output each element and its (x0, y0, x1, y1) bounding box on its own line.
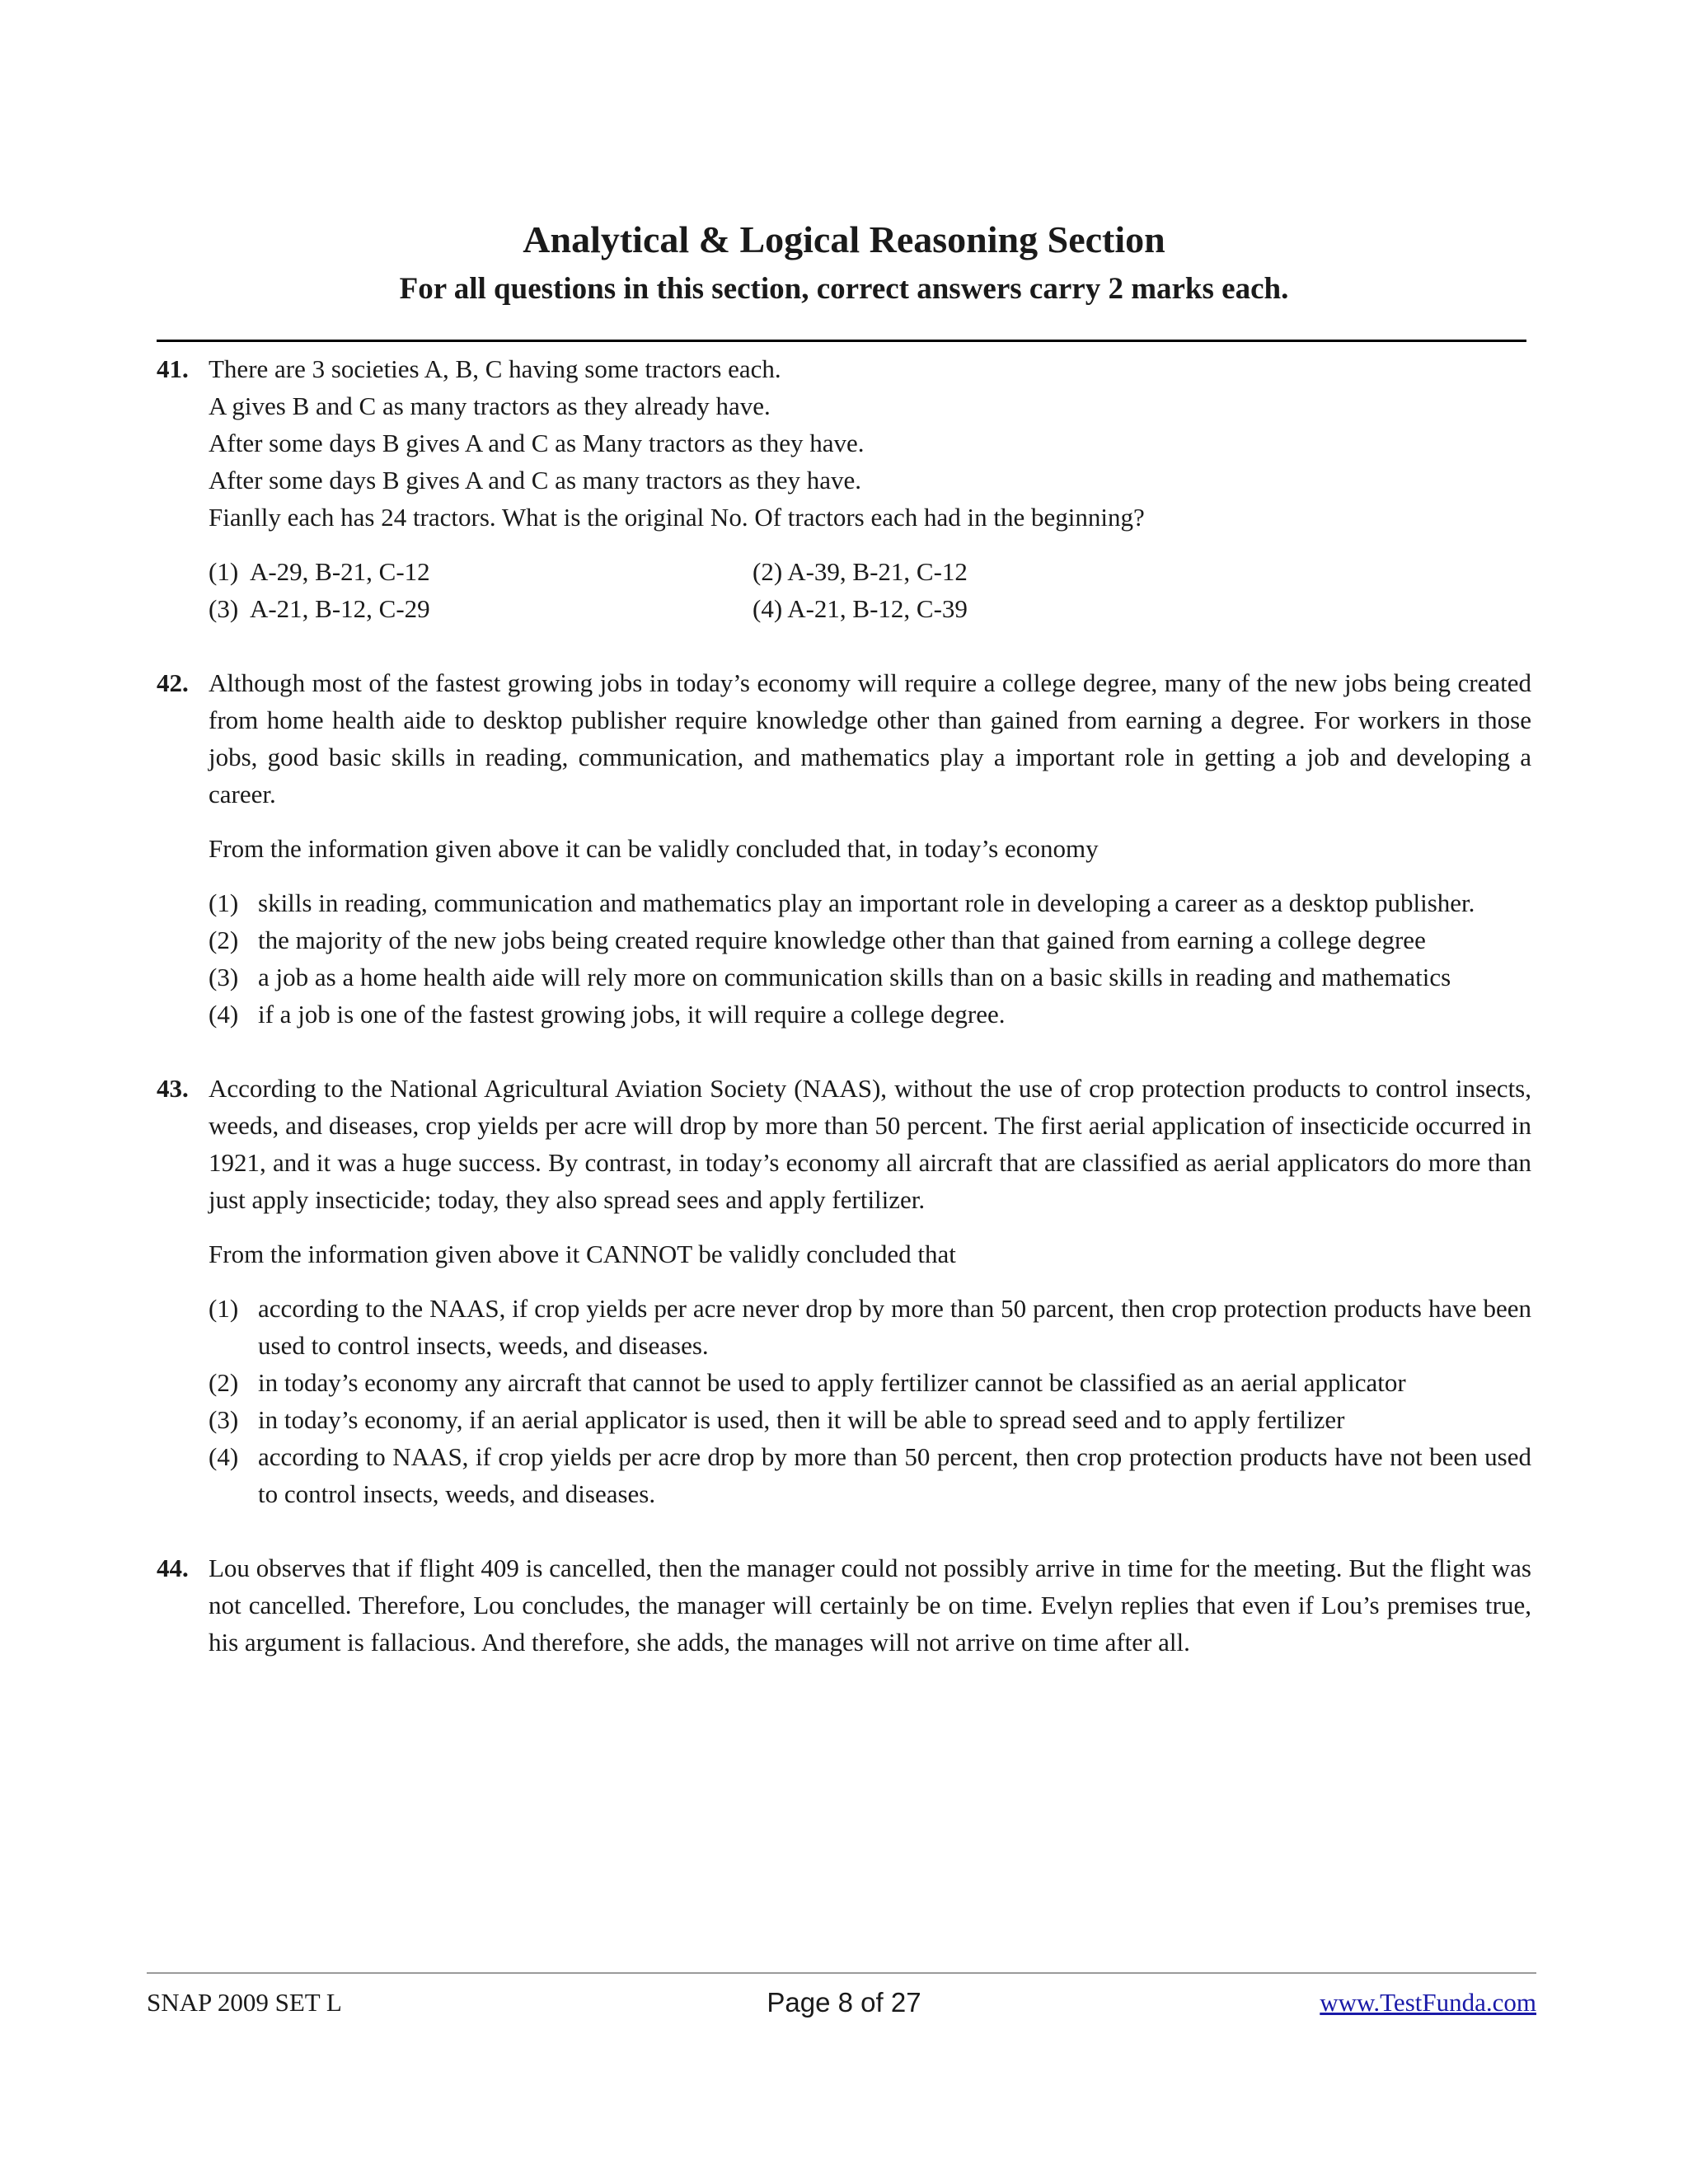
option-number: (2) (753, 557, 783, 586)
footer-exam-label: SNAP 2009 SET L (147, 1988, 342, 2017)
question-passage: According to the National Agricultural Aviation Society (NAAS), without the use of crop protection products to control insects, weeds, and diseases, crop yields per acre will drop by more than 50 percent. The first aerial application of insecticide occurred in 1921, and it was a huge success. By contrast, in today’s economy all aircraft that are classified as aerial applicators do more than just apply insecticide; today, they also spread sees and apply fertilizer. (209, 1074, 1531, 1214)
option-number: (1) (209, 557, 239, 586)
option-number: (4) (753, 594, 783, 623)
option-2 (753, 553, 968, 590)
option-number: (2) (209, 926, 239, 954)
question-passage: Although most of the fastest growing jobs in today’s economy will require a college degree, many of the new jobs being created from home health aide to desktop publisher require knowledge other than gained from earning a degree. For workers in those jobs, good basic skills in reading, communication, and mathematics play a important role in getting a job and developing a career. (209, 668, 1531, 808)
section-title: Analytical & Logical Reasoning Section (523, 218, 1165, 260)
question-line: A gives B and C as many tractors as they already have. (209, 391, 771, 420)
question-number: 42. (157, 668, 189, 697)
question-passage: Lou observes that if flight 409 is cancelled, then the manager could not possibly arrive in time for the meeting. But the flight was not cancelled. Therefore, Lou concludes, the manager will certainly be on time. Evelyn replies that even if Lou’s premises true, his argument is fallacious. And therefore, she adds, the manages will not arrive on time after all. (209, 1554, 1531, 1657)
option-text: a job as a home health aide will rely more on communication skills than on a basic skills in reading and mathematics (258, 963, 1451, 991)
option-text: in today’s economy any aircraft that cannot be used to apply fertilizer cannot be classified as an aerial applicator (258, 1368, 1406, 1397)
section-subtitle: For all questions in this section, correct answers carry 2 marks each. (399, 272, 1289, 306)
options-grid (209, 553, 1531, 627)
question-number: 43. (157, 1074, 189, 1103)
option-text: skills in reading, communication and mathematics play an important role in developing a career as a desktop publisher. (258, 888, 1475, 917)
option-text: according to NAAS, if crop yields per acre drop by more than 50 percent, then crop protection products have not been used to control insects, weeds, and diseases. (258, 1442, 1531, 1508)
website-link[interactable]: www.TestFunda.com (1320, 1988, 1536, 2017)
option-text: A-21, B-12, C-29 (249, 594, 430, 623)
option-number: (1) (209, 888, 239, 917)
option-text: according to the NAAS, if crop yields per acre never drop by more than 50 parcent, then crop protection products have been used to control insects, weeds, and diseases. (258, 1294, 1531, 1360)
question-42 (157, 664, 1531, 1033)
question-prompt: From the information given above it can be validly concluded that, in today’s economy (209, 834, 1099, 863)
option-text: A-21, B-12, C-39 (787, 594, 968, 623)
options-row (209, 590, 1531, 627)
question-number: 44. (157, 1554, 189, 1582)
question-line: There are 3 societies A, B, C having some tractors each. (209, 354, 781, 383)
option-1 (209, 553, 753, 590)
option-text: A-39, B-21, C-12 (787, 557, 968, 586)
question-number: 41. (157, 354, 189, 383)
option-number: (3) (209, 963, 239, 991)
header-divider (157, 340, 1526, 342)
question-line: After some days B gives A and C as Many tractors as they have. (209, 429, 865, 457)
option-3 (209, 590, 753, 627)
question-44 (157, 1549, 1531, 1661)
question-prompt: From the information given above it CANNOT be validly concluded that (209, 1240, 956, 1268)
question-line: Fianlly each has 24 tractors. What is the original No. Of tractors each had in the beginning? (209, 503, 1145, 532)
option-number: (3) (209, 1405, 239, 1434)
question-line: After some days B gives A and C as many tractors as they have. (209, 466, 862, 494)
option-2 (209, 921, 1531, 958)
option-text: if a job is one of the fastest growing jobs, it will require a college degree. (258, 1000, 1006, 1029)
option-number: (3) (209, 594, 239, 623)
option-4 (209, 996, 1531, 1033)
option-number: (4) (209, 1000, 239, 1029)
footer-divider (147, 1972, 1536, 1974)
section-header (0, 214, 1688, 313)
option-3 (209, 958, 1531, 996)
option-4 (209, 1438, 1531, 1512)
option-1 (209, 1290, 1531, 1364)
options-list (209, 884, 1531, 1033)
option-number: (4) (209, 1442, 239, 1471)
options-row (209, 553, 1531, 590)
question-43 (157, 1070, 1531, 1512)
option-text: in today’s economy, if an aerial applicator is used, then it will be able to spread seed and to apply fertilizer (258, 1405, 1345, 1434)
questions-content (157, 350, 1531, 1661)
option-number: (2) (209, 1368, 239, 1397)
options-list (209, 1290, 1531, 1512)
option-2 (209, 1364, 1531, 1401)
option-number: (1) (209, 1294, 239, 1323)
question-41 (157, 350, 1531, 627)
page-number: Page 8 of 27 (767, 1987, 921, 2018)
option-4 (753, 590, 968, 627)
option-text: the majority of the new jobs being created require knowledge other than that gained from earning a college degree (258, 926, 1426, 954)
option-text: A-29, B-21, C-12 (249, 557, 430, 586)
option-1 (209, 884, 1531, 921)
option-3 (209, 1401, 1531, 1438)
